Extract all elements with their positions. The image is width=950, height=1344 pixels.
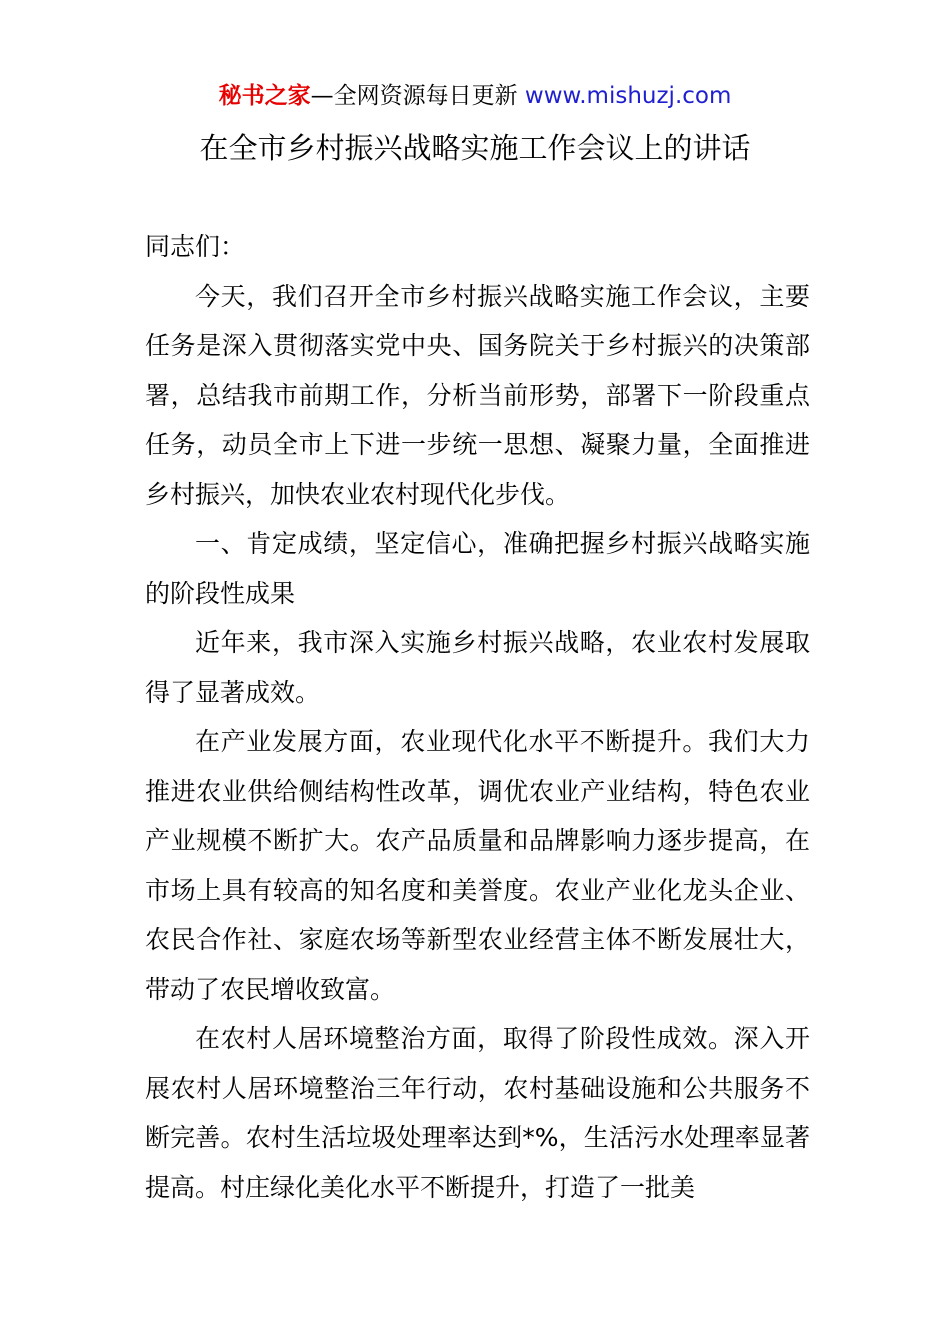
document-body — [145, 222, 810, 1212]
paragraph-environment: 在农村人居环境整治方面，取得了阶段性成效。深入开展农村人居环境整治三年行动，农村基础设施和公共服务不断完善。农村生活垃圾处理率达到*%，生活污水处理率显著提高。村庄绿化美化水平不断提升，打造了一批美 — [145, 1024, 810, 1202]
brand-name: 秘书之家 — [218, 83, 311, 109]
site-header — [0, 80, 950, 112]
site-url-link[interactable]: www.mishuzj.com — [524, 83, 732, 109]
paragraph-achievements: 近年来，我市深入实施乡村振兴战略，农业农村发展取得了显著成效。 — [145, 628, 810, 707]
paragraph-industry: 在产业发展方面，农业现代化水平不断提升。我们大力推进农业供给侧结构性改革，调优农业产业结构，特色农业产业规模不断扩大。农产品质量和品牌影响力逐步提高，在市场上具有较高的知名度和美誉度。农业产业化龙头企业、农民合作社、家庭农场等新型农业经营主体不断发展壮大，带动了农民增收致富。 — [145, 727, 810, 1004]
paragraph-intro: 今天，我们召开全市乡村振兴战略实施工作会议，主要任务是深入贯彻落实党中央、国务院关于乡村振兴的决策部署，总结我市前期工作，分析当前形势，部署下一阶段重点任务，动员全市上下进一步统一思想、凝聚力量，全面推进乡村振兴，加快农业农村现代化步伐。 — [145, 281, 810, 509]
document-title: 在全市乡村振兴战略实施工作会议上的讲话 — [199, 131, 751, 165]
salutation: 同志们： — [145, 232, 246, 261]
section-heading-1: 一、肯定成绩，坚定信心，准确把握乡村振兴战略实施的阶段性成果 — [145, 529, 810, 608]
header-tagline: —全网资源每日更新 — [310, 83, 525, 109]
